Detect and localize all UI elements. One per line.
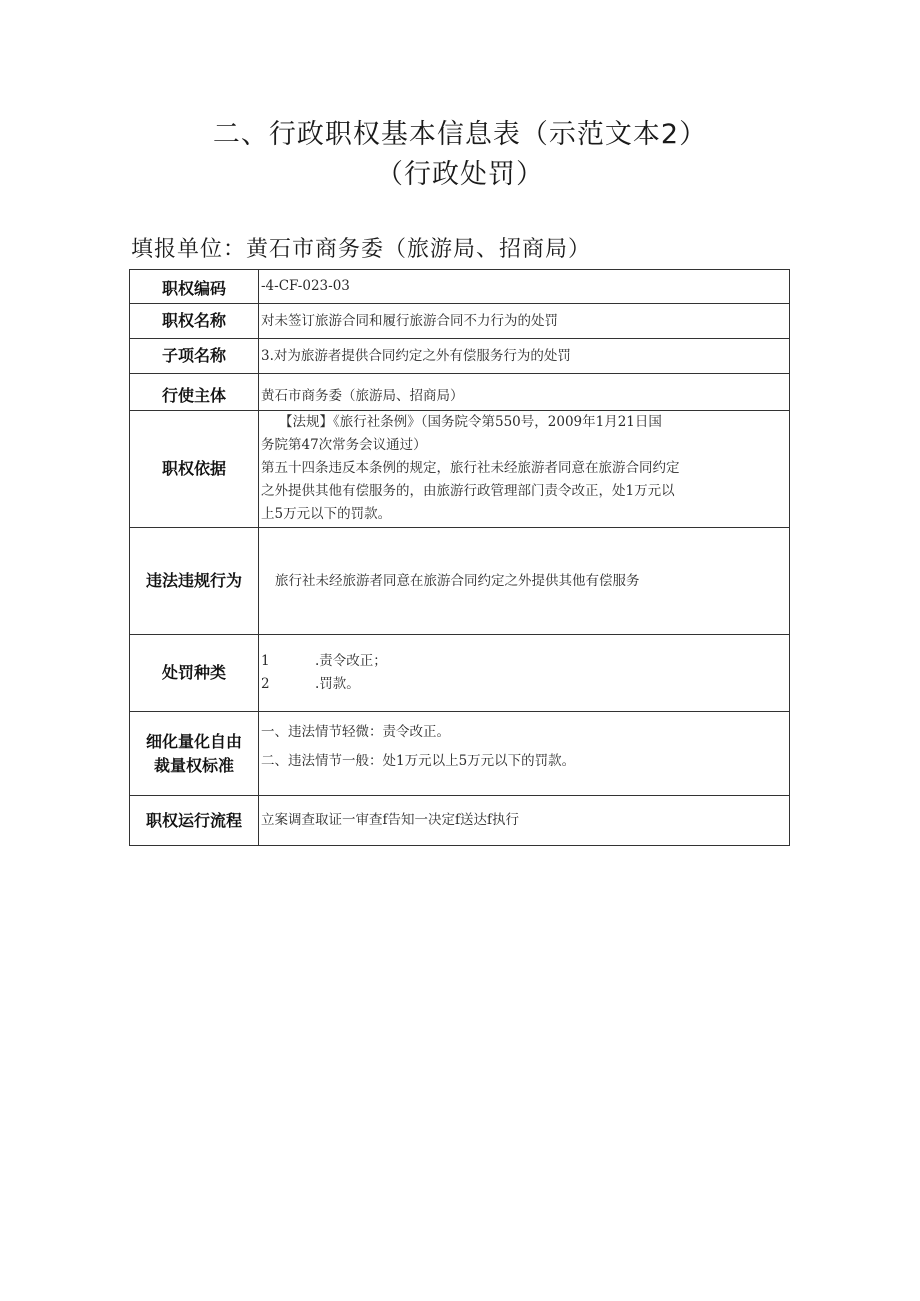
subitem-value: 3.对为旅游者提供合同约定之外有偿服务行为的处罚 [259,339,790,374]
document-subtitle: （行政处罚） [376,159,544,190]
discretion-label-line: 裁量权标准 [153,755,234,775]
basis-line: 之外提供其他有偿服务的，由旅游行政管理部门责令改正，处1万元以 [261,483,675,499]
basis-line: 第五十四条违反本条例的规定，旅行社未经旅游者同意在旅游合同约定 [261,460,680,476]
violation-value: 旅行社未经旅游者同意在旅游合同约定之外提供其他有偿服务 [259,528,790,635]
discretion-line: 二、违法情节一般：处1万元以上5万元以下的罚款。 [261,753,576,769]
penalty-item-text: .责令改正； [315,653,387,669]
name-label: 职权名称 [130,304,259,339]
basis-line: 务院第47次常务会议通过） [261,437,427,453]
table-row [130,796,790,846]
code-value: -4-CF-023-03 [259,270,790,304]
penalty-item [261,650,789,673]
discretion-value [259,712,790,796]
process-label: 职权运行流程 [130,796,259,846]
penalty-item-number: 1 [261,653,270,669]
basis-line: 上5万元以下的罚款。 [261,506,392,522]
subitem-label: 子项名称 [130,339,259,374]
basis-value [259,411,790,528]
penalty-value [259,635,790,712]
penalty-label: 处罚种类 [130,635,259,712]
table-row [130,411,790,528]
violation-label: 违法违规行为 [130,528,259,635]
code-label: 职权编码 [130,270,259,304]
table-row [130,270,790,304]
discretion-label [130,712,259,796]
table-row [130,528,790,635]
subject-value: 黄石市商务委（旅游局、招商局） [259,374,790,411]
process-value: 立案调查取证一审查f告知一决定f送达f执行 [259,796,790,846]
basis-line: 【法规】《旅行社条例》（国务院令第550号，2009年1月21日国 [279,414,662,430]
table-row [130,712,790,796]
subject-label: 行使主体 [130,374,259,411]
discretion-line: 一、违法情节轻微：责令改正。 [261,724,450,740]
reporting-unit: 填报单位：黄石市商务委（旅游局、招商局） [131,237,592,262]
table-row [130,339,790,374]
penalty-item [261,673,789,696]
table-row [130,635,790,712]
discretion-label-line: 细化量化自由 [145,731,242,751]
info-table [129,269,790,846]
penalty-item-text: .罚款。 [315,676,360,692]
name-value: 对未签订旅游合同和履行旅游合同不力行为的处罚 [259,304,790,339]
penalty-item-number: 2 [261,676,270,692]
table-row [130,374,790,411]
table-row [130,304,790,339]
document-title: 二、行政职权基本信息表（示范文本2） [212,119,708,150]
basis-label: 职权依据 [130,411,259,528]
